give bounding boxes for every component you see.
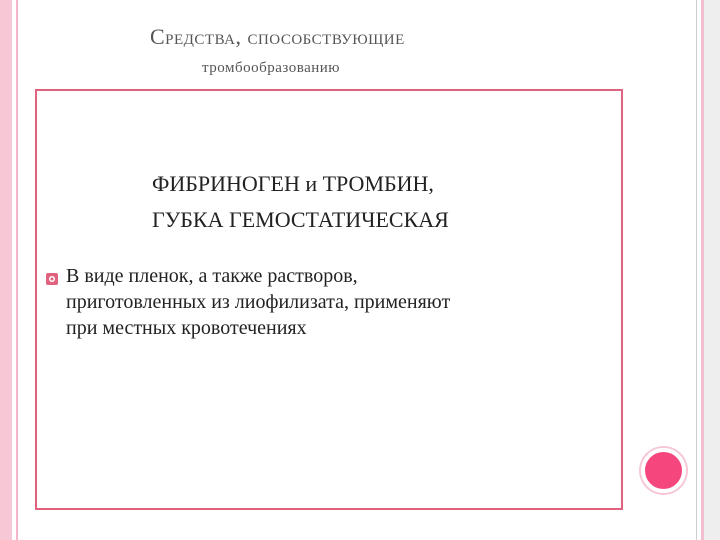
pink-circle-decoration	[641, 448, 686, 493]
bullet-line-1: В виде пленок, а также растворов,	[66, 265, 358, 287]
heading-line-1: ФИБРИНОГЕН и ТРОМБИН,	[152, 171, 434, 196]
pink-checkbox-icon	[45, 272, 59, 286]
slide-title	[0, 0, 700, 90]
bullet-line-3: при местных кровотечениях	[66, 317, 307, 339]
title-line-1: Средства, способствующие	[150, 24, 405, 49]
bullet-line-2: приготовленных из лиофилизата, применяют	[66, 291, 451, 313]
heading-line-2: ГУБКА ГЕМОСТАТИЧЕСКАЯ	[152, 207, 449, 232]
bullet-text	[66, 263, 611, 341]
title-line-2: тромбообразованию	[202, 60, 341, 76]
content-heading	[152, 166, 572, 238]
right-decorative-band	[704, 0, 720, 540]
